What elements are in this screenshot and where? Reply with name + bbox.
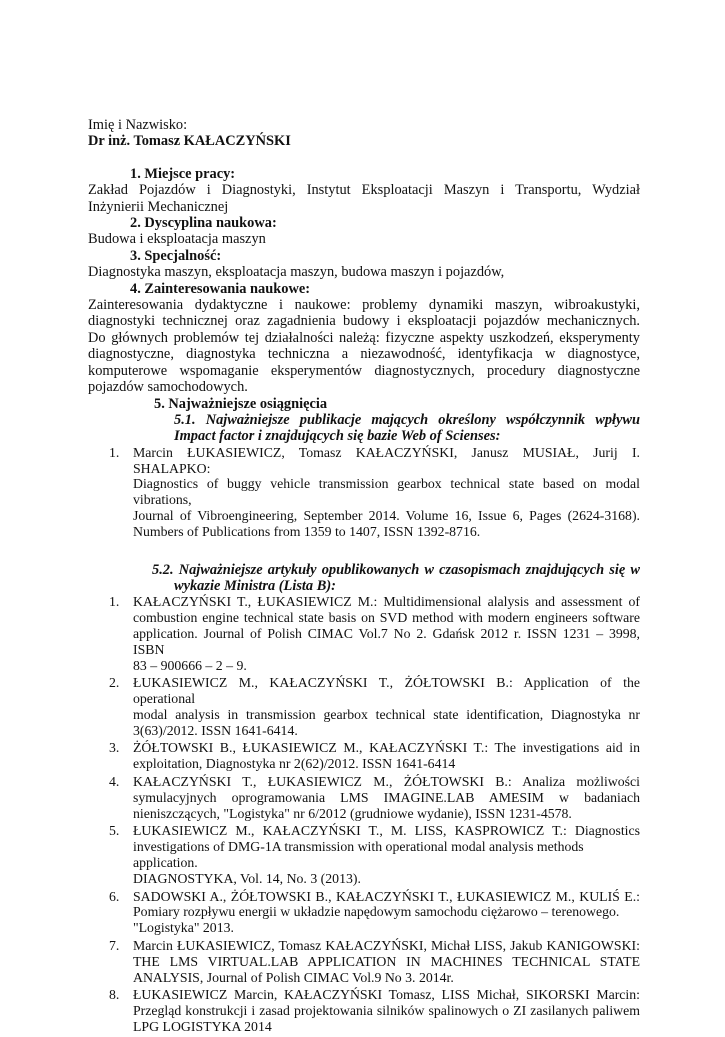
discipline-text: Budowa i eksploatacja maszyn bbox=[88, 231, 266, 248]
discipline-heading: 2. Dyscyplina naukowa: bbox=[130, 215, 277, 232]
list-line: application. Journal of Polish CIMAC Vol.7 No 2. Gdańsk 2012 r. ISSN 1231 – 3998, ISBN bbox=[133, 625, 640, 657]
list-line: SADOWSKI A., ŻÓŁTOWSKI B., KAŁACZYŃSKI T., ŁUKASIEWICZ M., KULIŚ E.: bbox=[133, 888, 640, 904]
interests-line: Zainteresowania dydaktyczne i naukowe: problemy dynamiki maszyn, wibroakustyki, bbox=[88, 297, 640, 314]
interests-line: pojazdów samochodowych. bbox=[88, 379, 248, 396]
list-item bbox=[88, 675, 640, 738]
list-item bbox=[88, 938, 640, 985]
list-line: Marcin ŁUKASIEWICZ, Tomasz KAŁACZYŃSKI, Janusz MUSIAŁ, Jurij I. SHALAPKO: bbox=[133, 444, 640, 476]
list-line: investigations of DMG-1A transmission with operational modal analysis methods application. bbox=[133, 839, 584, 871]
list-number: 1. bbox=[109, 444, 120, 460]
list-line: ŁUKASIEWICZ M., KAŁACZYŃSKI T., M. LISS, KASPROWICZ T.: Diagnostics bbox=[133, 823, 640, 839]
person-name: Dr inż. Tomasz KAŁACZYŃSKI bbox=[88, 133, 291, 150]
interests-line: diagnostyki technicznej oraz zagadnienia budowy i eksploatacji pojazdów mechanicznych. bbox=[88, 313, 640, 330]
list-line: symulacyjnych oprogramowania LMS IMAGINE.LAB AMESIM w badaniach bbox=[133, 789, 640, 805]
subsection-heading: Impact factor i znajdujących się bazie Web of Scienses: bbox=[174, 428, 501, 445]
achievements-heading: 5. Najważniejsze osiągnięcia bbox=[154, 395, 328, 412]
ministry-articles-list bbox=[88, 594, 640, 1035]
list-item bbox=[88, 774, 640, 821]
list-item bbox=[88, 823, 640, 886]
list-number: 6. bbox=[109, 888, 120, 904]
list-line: "Logistyka" 2013. bbox=[133, 920, 234, 936]
workplace-text-line: Inżynierii Mechanicznej bbox=[88, 198, 229, 215]
list-line: Marcin ŁUKASIEWICZ, Tomasz KAŁACZYŃSKI, Michał LISS, Jakub KANIGOWSKI: bbox=[133, 938, 640, 954]
list-line: nieniszczących, "Logistyka" nr 6/2012 (grudniowe wydanie), ISSN 1231-4578. bbox=[133, 805, 572, 821]
subsection-heading: 5.1. Najważniejsze publikacje mających określony współczynnik wpływu bbox=[174, 411, 640, 428]
list-line: ŻÓŁTOWSKI B., ŁUKASIEWICZ M., KAŁACZYŃSKI T.: The investigations aid in bbox=[133, 740, 640, 756]
list-line: DIAGNOSTYKA, Vol. 14, No. 3 (2013). bbox=[133, 870, 361, 886]
list-line: ŁUKASIEWICZ M., KAŁACZYŃSKI T., ŻÓŁTOWSKI B.: Application of the operational bbox=[133, 675, 640, 707]
list-item bbox=[88, 445, 640, 540]
workplace-text-line: Zakład Pojazdów i Diagnostyki, Instytut Eksploatacji Maszyn i Transportu, Wydział bbox=[88, 182, 640, 199]
list-line: 83 – 900666 – 2 – 9. bbox=[133, 657, 247, 673]
impact-publications-list bbox=[88, 445, 640, 540]
list-line: ANALYSIS, Journal of Polish CIMAC Vol.9 No 3. 2014r. bbox=[133, 969, 454, 985]
subsection-heading: wykazie Ministra (Lista B): bbox=[174, 577, 336, 594]
list-number: 8. bbox=[109, 987, 120, 1003]
list-line: modal analysis in transmission gearbox technical state identification, Diagnostyka nr bbox=[133, 706, 640, 722]
document-page bbox=[88, 117, 640, 1037]
list-number: 3. bbox=[109, 740, 120, 756]
list-line: THE LMS VIRTUAL.LAB APPLICATION IN MACHINES TECHNICAL STATE bbox=[133, 953, 640, 969]
list-line: Journal of Vibroengineering, September 2014. Volume 16, Issue 6, Pages (2624-3168). bbox=[133, 507, 640, 523]
list-line: KAŁACZYŃSKI T., ŁUKASIEWICZ M., ŻÓŁTOWSKI B.: Analiza możliwości bbox=[133, 774, 640, 790]
specialty-text: Diagnostyka maszyn, eksploatacja maszyn, budowa maszyn i pojazdów, bbox=[88, 264, 505, 281]
subsection-heading: 5.2. Najważniejsze artykuły opublikowanych w czasopismach znajdujących się w bbox=[152, 561, 640, 578]
list-item bbox=[88, 594, 640, 673]
list-line: ŁUKASIEWICZ Marcin, KAŁACZYŃSKI Tomasz, LISS Michał, SIKORSKI Marcin: bbox=[133, 987, 640, 1003]
interests-line: komputerowe wspomaganie eksperymentów diagnostycznych, procedury diagnostyczne bbox=[88, 362, 640, 379]
interests-line: Do głównych problemów tej działalności należą: fizyczne aspekty uszkodzeń, eksperymenty bbox=[88, 329, 640, 346]
interests-line: diagnostyczne, diagnostyka techniczna a niezawodność, identyfikacja w diagnostyce, bbox=[88, 346, 640, 363]
list-number: 5. bbox=[109, 823, 120, 839]
list-line: Numbers of Publications from 1359 to 1407, ISSN 1392-8716. bbox=[133, 523, 481, 539]
list-line: Przegląd konstrukcji i zasad projektowania silników spalinowych o ZI zasilanych paliwem bbox=[133, 1003, 640, 1019]
list-item bbox=[88, 740, 640, 772]
list-number: 2. bbox=[109, 675, 120, 691]
list-number: 7. bbox=[109, 938, 120, 954]
list-item bbox=[88, 987, 640, 1034]
list-line: KAŁACZYŃSKI T., ŁUKASIEWICZ M.: Multidimensional alalysis and assessment of bbox=[133, 594, 640, 610]
list-line: LPG LOGISTYKA 2014 bbox=[133, 1019, 272, 1035]
list-line: 3(63)/2012. ISSN 1641-6414. bbox=[133, 722, 298, 738]
specialty-heading: 3. Specjalność: bbox=[130, 247, 222, 264]
list-line: exploitation, Diagnostyka nr 2(62)/2012. ISSN 1641-6414 bbox=[133, 756, 456, 772]
list-line: Diagnostics of buggy vehicle transmission gearbox technical state based on modal vibrations, bbox=[133, 476, 640, 508]
interests-paragraph bbox=[88, 297, 640, 395]
list-line: combustion engine technical state basis on SVD method with modern engineers software bbox=[133, 610, 640, 626]
list-number: 4. bbox=[109, 774, 120, 790]
list-item bbox=[88, 889, 640, 936]
list-number: 1. bbox=[109, 594, 120, 610]
workplace-heading: 1. Miejsce pracy: bbox=[130, 165, 236, 182]
interests-heading: 4. Zainteresowania naukowe: bbox=[130, 280, 311, 297]
name-label: Imię i Nazwisko: bbox=[88, 117, 188, 133]
list-line: Pomiary rozpływu energii w układzie napędowym samochodu ciężarowo – terenowego. bbox=[133, 904, 620, 920]
